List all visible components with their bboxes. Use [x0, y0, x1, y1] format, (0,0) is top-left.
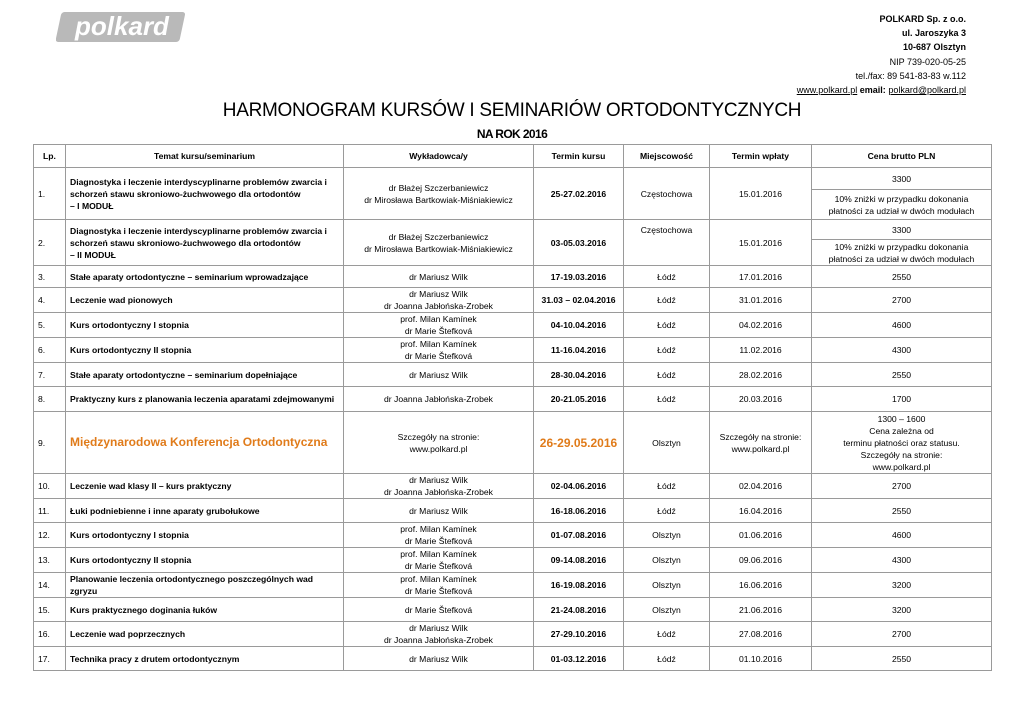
lecturer-name: prof. Milan Kamínek — [400, 339, 477, 349]
row-lecturers: dr Marie Štefková — [344, 598, 534, 622]
lecturer-name: dr Joanna Jabłońska-Zrobek — [384, 635, 493, 645]
row-lecturers: dr Mariusz Wilk — [344, 647, 534, 671]
row-lp: 1. — [34, 168, 66, 220]
row-price: 3300 — [812, 220, 992, 240]
row-lp: 8. — [34, 387, 66, 412]
row-topic — [66, 168, 344, 220]
row-lp: 11. — [34, 499, 66, 523]
lecturer-name: prof. Milan Kamínek — [400, 574, 477, 584]
row-topic: Stałe aparaty ortodontyczne – seminarium wprowadzające — [66, 266, 344, 288]
header-topic: Temat kursu/seminarium — [66, 145, 344, 168]
table-row — [34, 220, 992, 240]
row-place: Częstochowa — [624, 220, 710, 266]
row-price: 2550 — [812, 363, 992, 387]
row-lecturers — [344, 220, 534, 266]
lecturer-name: dr Marie Štefková — [404, 326, 473, 336]
row-payment: 27.08.2016 — [710, 622, 812, 647]
row-place: Olsztyn — [624, 412, 710, 474]
row-payment: 16.06.2016 — [710, 573, 812, 598]
row-place: Łódź — [624, 647, 710, 671]
row-lp: 3. — [34, 266, 66, 288]
row-payment: 01.06.2016 — [710, 523, 812, 548]
table-row — [34, 598, 992, 622]
row-lp: 5. — [34, 313, 66, 338]
row-payment: 28.02.2016 — [710, 363, 812, 387]
row-term: 09-14.08.2016 — [534, 548, 624, 573]
lecturer-name: prof. Milan Kamínek — [400, 524, 477, 534]
row-topic: Kurs ortodontyczny II stopnia — [66, 338, 344, 363]
row-topic: Kurs praktycznego doginania łuków — [66, 598, 344, 622]
row-price: 2550 — [812, 647, 992, 671]
row-term: 16-18.06.2016 — [534, 499, 624, 523]
header-lp: Lp. — [34, 145, 66, 168]
row-place: Łódź — [624, 363, 710, 387]
lecturer-name: prof. Milan Kamínek — [400, 314, 477, 324]
email-link[interactable]: polkard@polkard.pl — [888, 85, 966, 96]
row-lecturers: dr Joanna Jabłońska-Zrobek — [344, 387, 534, 412]
row-term: 31.03 – 02.04.2016 — [534, 288, 624, 313]
header-lecturers: Wykładowca/y — [344, 145, 534, 168]
row-place: Łódź — [624, 266, 710, 288]
company-nip: NIP 739-020-05-25 — [889, 56, 966, 67]
row-topic: Praktyczny kurs z planowania leczenia aparatami zdejmowanymi — [66, 387, 344, 412]
price-line: www.polkard.pl — [872, 461, 931, 472]
row-price: 4300 — [812, 338, 992, 363]
table-row — [34, 387, 992, 412]
price-line: 1300 – 1600 — [877, 413, 926, 424]
row-lp: 14. — [34, 573, 66, 598]
company-street: ul. Jaroszyka 3 — [901, 28, 966, 39]
lecturer-name: dr Błażej Szczerbaniewicz — [388, 182, 489, 193]
row-payment: 02.04.2016 — [710, 474, 812, 499]
table-row-conference — [34, 412, 992, 474]
row-price: 4600 — [812, 313, 992, 338]
row-place: Łódź — [624, 313, 710, 338]
row-payment: 15.01.2016 — [710, 220, 812, 266]
row-lp: 4. — [34, 288, 66, 313]
row-price: 1700 — [812, 387, 992, 412]
table-row — [34, 523, 992, 548]
row-price: 4600 — [812, 523, 992, 548]
row-term: 01-03.12.2016 — [534, 647, 624, 671]
row-payment: 17.01.2016 — [710, 266, 812, 288]
website-link[interactable]: www.polkard.pl — [796, 85, 858, 96]
discount-note-line: płatności za udział w dwóch modułach — [828, 205, 975, 216]
row-price: 3200 — [812, 598, 992, 622]
lecturer-name: dr Marie Štefková — [404, 586, 473, 596]
row-place: Łódź — [624, 387, 710, 412]
row-lecturers — [344, 523, 534, 548]
lecturer-name: dr Marie Štefková — [404, 351, 473, 361]
row-price: 2700 — [812, 288, 992, 313]
row-lp: 6. — [34, 338, 66, 363]
row-topic — [66, 220, 344, 266]
row-lp: 15. — [34, 598, 66, 622]
table-row — [34, 573, 992, 598]
lecturer-name: dr Mirosława Bartkowiak-Miśniakiewicz — [364, 194, 513, 205]
table-row — [34, 548, 992, 573]
row-term: 17-19.03.2016 — [534, 266, 624, 288]
row-place: Łódź — [624, 622, 710, 647]
row-place: Olsztyn — [624, 548, 710, 573]
details-link: www.polkard.pl — [731, 443, 790, 454]
row-term: 20-21.05.2016 — [534, 387, 624, 412]
row-payment: 01.10.2016 — [710, 647, 812, 671]
row-topic: Kurs ortodontyczny II stopnia — [66, 548, 344, 573]
discount-note — [812, 240, 992, 266]
lecturer-name: dr Mariusz Wilk — [409, 475, 468, 485]
header-payment: Termin wpłaty — [710, 145, 812, 168]
details-label: Szczegóły na stronie: — [719, 431, 802, 442]
lecturer-name: dr Mirosława Bartkowiak-Miśniakiewicz — [364, 243, 513, 254]
table-row — [34, 288, 992, 313]
table-row — [34, 474, 992, 499]
row-topic: Planowanie leczenia ortodontycznego poszczególnych wad zgryzu — [66, 573, 344, 598]
page-title: HARMONOGRAM KURSÓW I SEMINARIÓW ORTODONTYCZNYCH — [222, 100, 802, 121]
row-lp: 2. — [34, 220, 66, 266]
row-place: Łódź — [624, 474, 710, 499]
price-line: terminu płatności oraz statusu. — [843, 437, 960, 448]
company-city: 10-687 Olsztyn — [902, 42, 966, 53]
table-row — [34, 313, 992, 338]
header-place: Miejscowość — [624, 145, 710, 168]
logo-wordmark: polkard — [75, 11, 169, 41]
company-phone: tel./fax: 89 541-83-83 w.112 — [855, 70, 966, 81]
row-term: 11-16.04.2016 — [534, 338, 624, 363]
company-contact-line — [797, 83, 966, 97]
details-link: www.polkard.pl — [409, 443, 468, 454]
row-payment: 15.01.2016 — [710, 168, 812, 220]
topic-line: schorzeń stawu skroniowo-żuchwowego dla ortodontów — [70, 188, 301, 199]
row-lecturers — [344, 622, 534, 647]
row-lecturers — [344, 412, 534, 474]
table-header-row — [34, 145, 992, 168]
row-place: Olsztyn — [624, 573, 710, 598]
row-payment: 16.04.2016 — [710, 499, 812, 523]
lecturer-name: prof. Milan Kamínek — [400, 549, 477, 559]
topic-line: schorzeń stawu skroniowo-żuchwowego dla ortodontów — [70, 237, 301, 248]
row-place: Łódź — [624, 338, 710, 363]
table-row — [34, 168, 992, 190]
course-schedule-table — [33, 144, 992, 671]
row-topic: Kurs ortodontyczny I stopnia — [66, 313, 344, 338]
row-lecturers — [344, 168, 534, 220]
row-lecturers — [344, 313, 534, 338]
topic-line: Diagnostyka i leczenie interdyscyplinarne problemów zwarcia i — [70, 176, 327, 187]
topic-line: – II MODUŁ — [70, 249, 116, 260]
row-term: 04-10.04.2016 — [534, 313, 624, 338]
row-topic: Leczenie wad poprzecznych — [66, 622, 344, 647]
row-topic: Leczenie wad pionowych — [66, 288, 344, 313]
row-price: 2550 — [812, 499, 992, 523]
row-lecturers — [344, 474, 534, 499]
row-price: 2700 — [812, 474, 992, 499]
topic-line: Diagnostyka i leczenie interdyscyplinarne problemów zwarcia i — [70, 225, 327, 236]
header-price: Cena brutto PLN — [812, 145, 992, 168]
price-line: Cena zależna od — [869, 425, 934, 436]
row-lecturers: dr Mariusz Wilk — [344, 363, 534, 387]
row-payment: 20.03.2016 — [710, 387, 812, 412]
table-row — [34, 622, 992, 647]
row-lp: 9. — [34, 412, 66, 474]
row-term: 25-27.02.2016 — [534, 168, 624, 220]
row-lp: 16. — [34, 622, 66, 647]
row-price: 4300 — [812, 548, 992, 573]
row-term: 02-04.06.2016 — [534, 474, 624, 499]
page-subtitle: NA ROK 2016 — [476, 127, 548, 141]
row-place: Łódź — [624, 288, 710, 313]
row-topic: Leczenie wad klasy II – kurs praktyczny — [66, 474, 344, 499]
table-row — [34, 363, 992, 387]
row-lp: 10. — [34, 474, 66, 499]
row-topic: Łuki podniebienne i inne aparaty grubołukowe — [66, 499, 344, 523]
row-topic — [66, 412, 344, 474]
row-term: 28-30.04.2016 — [534, 363, 624, 387]
topic-line: – I MODUŁ — [70, 200, 114, 211]
row-lecturers — [344, 338, 534, 363]
table-row — [34, 338, 992, 363]
lecturer-name: dr Marie Štefková — [404, 536, 473, 546]
table-row — [34, 266, 992, 288]
row-term: 03-05.03.2016 — [534, 220, 624, 266]
lecturer-name: dr Mariusz Wilk — [409, 623, 468, 633]
row-lecturers — [344, 573, 534, 598]
row-payment: 11.02.2016 — [710, 338, 812, 363]
table-row — [34, 647, 992, 671]
row-payment: 21.06.2016 — [710, 598, 812, 622]
row-lecturers — [344, 548, 534, 573]
discount-note-line: 10% zniżki w przypadku dokonania — [834, 241, 969, 252]
row-payment: 09.06.2016 — [710, 548, 812, 573]
row-lecturers — [344, 288, 534, 313]
row-term: 16-19.08.2016 — [534, 573, 624, 598]
row-lecturers: dr Mariusz Wilk — [344, 266, 534, 288]
row-term — [534, 412, 624, 474]
row-payment — [710, 412, 812, 474]
row-lp: 7. — [34, 363, 66, 387]
row-term: 21-24.08.2016 — [534, 598, 624, 622]
row-topic: Stałe aparaty ortodontyczne – seminarium dopełniające — [66, 363, 344, 387]
row-price: 2550 — [812, 266, 992, 288]
row-lp: 12. — [34, 523, 66, 548]
lecturer-name: dr Błażej Szczerbaniewicz — [388, 231, 489, 242]
row-place: Olsztyn — [624, 598, 710, 622]
lecturer-name: dr Mariusz Wilk — [409, 289, 468, 299]
row-term: 27-29.10.2016 — [534, 622, 624, 647]
row-price: 3300 — [812, 168, 992, 190]
row-topic: Technika pracy z drutem ortodontycznym — [66, 647, 344, 671]
conference-term: 26-29.05.2016 — [539, 435, 618, 450]
row-payment: 31.01.2016 — [710, 288, 812, 313]
discount-note-line: 10% zniżki w przypadku dokonania — [834, 193, 969, 204]
row-price: 2700 — [812, 622, 992, 647]
discount-note — [812, 190, 992, 220]
company-name: POLKARD Sp. z o.o. — [879, 14, 966, 24]
row-price: 3200 — [812, 573, 992, 598]
row-payment: 04.02.2016 — [710, 313, 812, 338]
email-label: email: — [859, 85, 886, 96]
conference-title: Międzynarodowa Konferencja Ortodontyczna — [70, 435, 328, 449]
row-topic: Kurs ortodontyczny I stopnia — [66, 523, 344, 548]
lecturer-name: dr Joanna Jabłońska-Zrobek — [384, 487, 493, 497]
polkard-logo-graphic — [56, 10, 188, 44]
discount-note-line: płatności za udział w dwóch modułach — [828, 253, 975, 264]
row-lp: 13. — [34, 548, 66, 573]
company-address-block — [797, 12, 966, 97]
header-term: Termin kursu — [534, 145, 624, 168]
row-place: Częstochowa — [624, 168, 710, 220]
price-line: Szczegóły na stronie: — [860, 449, 943, 460]
row-lecturers: dr Mariusz Wilk — [344, 499, 534, 523]
lecturer-name: dr Marie Štefková — [404, 561, 473, 571]
lecturer-name: dr Joanna Jabłońska-Zrobek — [384, 301, 493, 311]
row-price — [812, 412, 992, 474]
company-logo — [56, 10, 188, 44]
row-lp: 17. — [34, 647, 66, 671]
row-place: Olsztyn — [624, 523, 710, 548]
details-label: Szczegóły na stronie: — [397, 431, 480, 442]
row-term: 01-07.08.2016 — [534, 523, 624, 548]
table-row — [34, 499, 992, 523]
row-place: Łódź — [624, 499, 710, 523]
